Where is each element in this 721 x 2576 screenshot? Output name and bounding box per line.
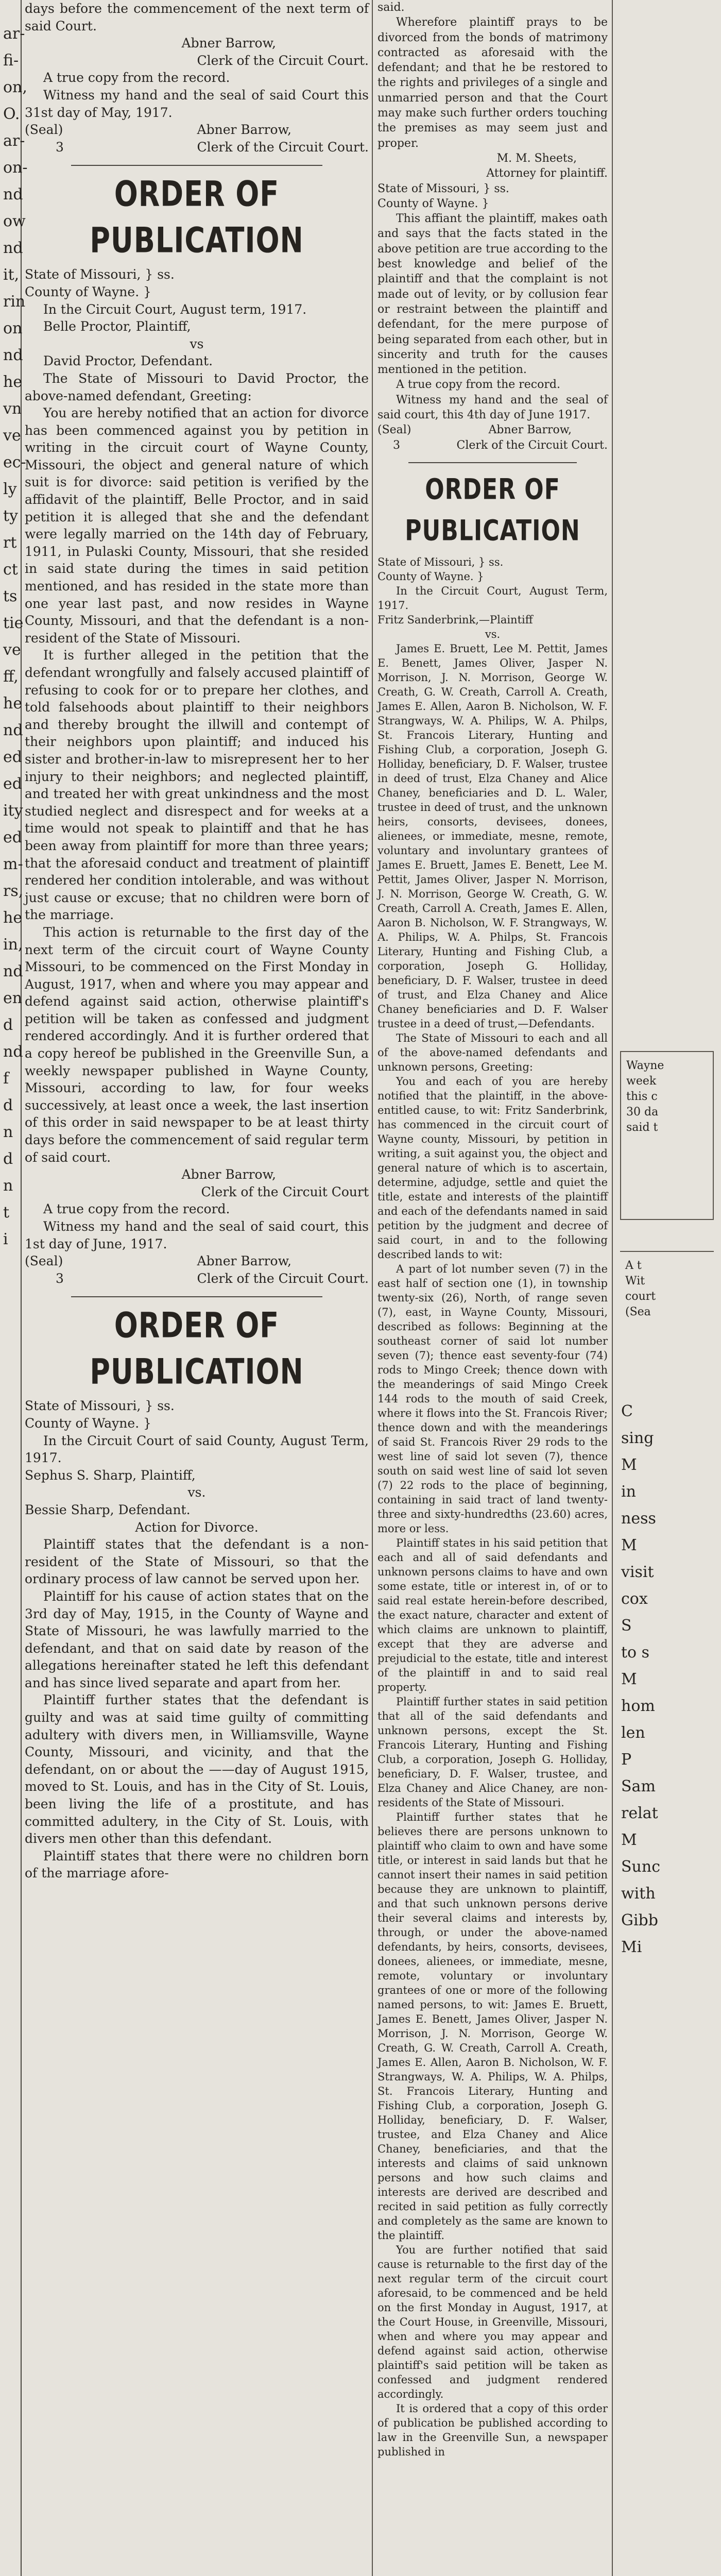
notice-paragraph: Plaintiff states in his said petition that each and all of said defendants and unknown persons claims to have and own some estate, title or interest in, of or to said real estate herein-before described, the exact nature, character and extent of which claims are unknown to plaintiff, except that they are adverse and prejudicial to the estate, title and interest of the plaintiff in and to said real property.	[377, 1536, 608, 1693]
clerk-title: Clerk of the Circuit Court.	[197, 139, 369, 155]
clipped-text-fragment: Wayne	[626, 1059, 664, 1072]
clipped-text-fragment: it,	[3, 266, 20, 284]
clipped-text-fragment: ed	[3, 775, 22, 793]
witness-statement: Witness my hand and the seal of said court, this 4th day of June 1917.	[377, 393, 608, 422]
state-line: State of Missouri, } ss.	[25, 267, 175, 282]
clipped-text-fragment: hom	[621, 1697, 655, 1715]
notice-paragraph: Plaintiff for his cause of action states that on the 3rd day of May, 1915, in the County of Wayne and State of Missouri, he was lawfully married to the defendant, and that on said date by reason of the allegations hereinafter stated he left this defendant and has since lived separate and apart from her.	[25, 1588, 369, 1690]
clipped-text-fragment: nd	[3, 239, 23, 257]
defendant-line: Bessie Sharp, Defendant.	[25, 1502, 191, 1517]
notice-paragraph: It is ordered that a copy of this order of publication be published according to law in the Greenville Sun, a newspaper published in	[377, 2402, 608, 2458]
clipped-text-fragment: f	[3, 1070, 9, 1088]
continued-text: said.	[377, 1, 405, 14]
clipped-text-fragment: en	[3, 989, 23, 1007]
proctor-notice	[25, 174, 369, 1287]
defendant-line: David Proctor, Defendant.	[43, 353, 213, 369]
clipped-text-fragment: d	[3, 1016, 13, 1034]
notice-paragraph: Plaintiff states that the defendant is a non-resident of the State of Missouri, so that the ordinary process of law cannot be served upon her.	[25, 1537, 369, 1587]
clipped-text-fragment: ve	[3, 427, 21, 445]
state-line: State of Missouri, } ss.	[377, 555, 504, 568]
column-divider	[612, 0, 613, 2576]
clipped-text-fragment: he	[3, 694, 23, 713]
clipped-text-fragment: rs,	[3, 882, 24, 900]
right-column	[377, 0, 608, 2576]
clipped-text-fragment: ow	[3, 212, 26, 230]
clipped-local-news	[616, 1398, 721, 1961]
clipped-text-fragment: (Sea	[625, 1306, 651, 1318]
clerk-title: Clerk of the Circuit Court.	[456, 438, 608, 452]
issue-number: 3	[56, 139, 64, 155]
clipped-text-fragment: to s	[621, 1643, 650, 1662]
action-type: Action for Divorce.	[135, 1519, 259, 1535]
greeting: The State of Missouri to each and all of the above-named defendants and unknown persons, Greeting:	[377, 1031, 608, 1073]
clipped-text-fragment: week	[626, 1075, 657, 1088]
clipped-text-fragment: on-	[3, 159, 28, 177]
clipped-text-fragment: d	[3, 1096, 13, 1114]
plaintiff-line: Fritz Sanderbrink,—Plaintiff	[377, 613, 533, 626]
clipped-text-fragment: Gibb	[621, 1911, 658, 1929]
defendants-list: James E. Bruett, Lee M. Pettit, James E. Benett, James Oliver, Jasper N. Morrison, J. N. Morrison, George W. Creath, G. W. Creath, Carroll A. Creath, James E. Allen, Aaron B. Nicholson, W. F. Strangways, W. A. Philips, W. A. Philps, St. Francois Literary, Hunting and Fishing Club, a corporation, Joseph G. Holliday, beneficiary, D. F. Walser, trustee in deed of trust, Elza Chaney and Alice Chaney, beneficiaries and D. L. Waler, trustee in deed of trust, and the unknown heirs, consorts, devisees, donees, alienees, or immediate, mesne, remote, voluntary and involuntary grantees of James E. Bruett, James E. Benett, Lee M. Pettit, James Oliver, Jasper N. Morrison, J. N. Morrison, George W. Creath, G. W. Creath, Carroll A. Creath, James E. Allen, Aaron B. Nicholson, W. F. Strangways, W. A. Philips, W. A. Philps, St. Francois Literary, Hunting and Fishing Club, a corporation, Joseph G. Holliday, beneficiary, D. F. Walser, trustee in deed of trust, and Elza Chaney and Alice Chaney beneficiaries and D. F. Walser trustee in a deed of trust,—Defendants.	[377, 642, 608, 1030]
right-gutter	[616, 0, 721, 2576]
notice-paragraph: This action is returnable to the first day of the next term of the circuit court of Wayne County Missouri, to be commenced on the First Monday in August, 1917, when and where you may appear and defend against said action, otherwise plaintiff's petition will be taken as confessed and judgment rendered accordingly. And it is further ordered that a copy hereof be published in the Greenville Sun, a weekly newspaper published in Wayne County, Missouri, according to law, for four weeks successively, at least once a week, the last insertion of this order in said newspaper to be at least thirty days before the commencement of said regular term of said court.	[25, 924, 369, 1165]
clipped-text-fragment: t	[3, 1204, 10, 1222]
notice-heading: ORDER OF PUBLICATION	[405, 473, 580, 548]
notice-paragraph: It is further alleged in the petition that the defendant wrongfully and falsely accused plaintiff of refusing to cook for or to prepare her clothes, and told falsehoods about plaintiff to their neighbors and thereby brought the illwill and contempt of their neighbors upon plaintiff; and induced his sister and brother-in-law to misrepresent her to her injury to their neighbors; and neglected plaintiff, and treated her with great unkindness and the most studied neglect and disrespect and for weeks at a time would not speak to plaintiff and that he has been away from plaintiff for more than three years; that the aforesaid conduct and treatment of plaintiff rendered her condition intolerable, and was without just cause or excuse; that no children were born of the marriage.	[25, 648, 369, 923]
clipped-text-fragment: ed	[3, 828, 22, 846]
witness-statement: Witness my hand and the seal of said Court this 31st day of May, 1917.	[25, 87, 369, 120]
state-line: State of Missouri, } ss.	[377, 182, 509, 195]
notice-paragraph: You are hereby notified that an action for divorce has been commenced against you by petition in writing in the circuit court of Wayne County, Missouri, the object and general nature of which suit is for divorce: said petition is verified by the affidavit of the plaintiff, Belle Proctor, and in said petition it is alleged that she and the defendant were legally married on the 14th day of February, 1911, in Pulaski County, Missouri, that she resided in said state during the times in said petition mentioned, and has resided in the state more than one year last past, and now resides in Wayne County, Missouri, and that the defendant is a non-resident of the State of Missouri.	[25, 405, 369, 646]
clipped-notice	[620, 1251, 714, 1378]
clipped-text-fragment: fi-	[3, 52, 19, 70]
clipped-text-fragment: vn	[3, 400, 22, 418]
versus: vs.	[485, 628, 501, 640]
clipped-text-fragment: O.	[3, 105, 20, 123]
number-line	[25, 139, 369, 156]
clipped-text-fragment: Sunc	[621, 1858, 660, 1876]
clipped-text-fragment: nd	[3, 962, 23, 980]
clipped-text-fragment: nd	[3, 185, 23, 204]
clipped-notice-box	[620, 1051, 714, 1220]
clipped-text-fragment: ed	[3, 748, 22, 766]
clipped-text-fragment: P	[621, 1751, 632, 1769]
number-line	[377, 438, 608, 453]
left-gutter	[0, 0, 28, 2576]
notice-tail-text: days before the commencement of the next term of said Court.	[25, 1, 369, 33]
clipped-text-fragment: M	[621, 1456, 637, 1474]
plaintiff-line: Sephus S. Sharp, Plaintiff,	[25, 1467, 196, 1483]
clerk-title: Clerk of the Circuit Court.	[197, 1270, 369, 1286]
seal-label: (Seal)	[25, 122, 63, 138]
notice-paragraph: You and each of you are hereby notified that the plaintiff, in the above-entitled cause, to wit: Fritz Sanderbrink, has commenced in the circuit court of Wayne county, Missouri, by petition in writing, a suit against you, the object and general nature of which is to ascertain, determine, adjudge, settle and quiet the title, estate and interests of the plaintiff and each of the defendants named in said petition by the judgment and decree of said court, in and to the following described lands to wit:	[377, 1075, 608, 1261]
divider-rule	[408, 462, 577, 463]
clipped-text-fragment: ar-	[3, 132, 25, 150]
seal-label: (Seal)	[377, 423, 411, 437]
clipped-text-fragment: on	[3, 319, 23, 337]
clipped-text-fragment: ts	[3, 587, 18, 605]
state-line: State of Missouri, } ss.	[25, 1398, 175, 1414]
clipped-text-fragment: with	[621, 1885, 656, 1903]
court-line: In the Circuit Court, August Term, 1917.	[377, 584, 608, 612]
county-line: County of Wayne. }	[25, 1415, 151, 1431]
number-line	[25, 1270, 369, 1287]
county-line: County of Wayne. }	[377, 197, 489, 210]
clipped-text-fragment: M	[621, 1831, 637, 1849]
clipped-text-fragment: rin	[3, 293, 26, 311]
clipped-text-fragment: in	[621, 1483, 636, 1501]
clipped-text-fragment: A t	[625, 1259, 642, 1272]
seal-label: (Seal)	[25, 1253, 63, 1269]
clipped-text-fragment: on,	[3, 78, 27, 96]
county-line: County of Wayne. }	[25, 284, 151, 299]
county-line: County of Wayne. }	[377, 570, 484, 583]
clerk-name: Abner Barrow,	[181, 1167, 276, 1182]
notice-paragraph: You are further notified that said cause is returnable to the first day of the next regular term of the circuit court aforesaid, to be commenced and be held on the first Monday in August, 1917, at the Court House, in Greenville, Missouri, when and where you may appear and defend against said action, otherwise plaintiff's said petition will be taken as confessed and judgment rendered accordingly.	[377, 2243, 608, 2400]
clipped-text-fragment: relat	[621, 1804, 658, 1822]
issue-number: 3	[56, 1270, 64, 1286]
clipped-text-fragment: said t	[626, 1121, 658, 1134]
clipped-text-fragment: ff,	[3, 668, 19, 686]
left-column	[25, 0, 369, 2576]
clipped-text-fragment: Sam	[621, 1777, 656, 1795]
clipped-text-fragment: d	[3, 1150, 13, 1168]
top-notice-tail	[25, 0, 369, 156]
divider-rule	[71, 165, 322, 166]
clipped-text-fragment: court	[625, 1290, 656, 1303]
seal-line	[25, 1252, 369, 1270]
clipped-text-fragment: ty	[3, 507, 19, 525]
clipped-text-fragment: C	[621, 1402, 633, 1420]
clipped-text-fragment: ly	[3, 480, 17, 498]
notice-paragraph: Plaintiff further states that the defendant is guilty and was at said time guilty of committing adultery with divers men, in Williamsville, Wayne County, Missouri, and vicinity, and that the defendant, on or about the ——day of August 1915, moved to St. Louis, and has in the City of St. Louis, been living the life of a prostitute, and has committed adultery, in the City of St. Louis, with divers men other than this defendant.	[25, 1692, 369, 1846]
clerk-name: Abner Barrow,	[197, 122, 291, 138]
notice-paragraph: Wherefore plaintiff prays to be divorced from the bonds of matrimony contracted as aforesaid with the defendant; and that he be restored to the rights and privileges of a single and unmarried person and that the Court may make such further orders touching the premises as may seem just and proper.	[377, 16, 608, 150]
notice-paragraph: Plaintiff states that there were no children born of the marriage afore-	[25, 1848, 369, 1881]
clipped-text-fragment: he	[3, 373, 23, 391]
clipped-text-fragment: n	[3, 1177, 13, 1195]
clipped-text-fragment: ity	[3, 802, 23, 820]
clipped-text-fragment: rt	[3, 534, 17, 552]
clerk-name: Abner Barrow,	[488, 423, 572, 437]
column-divider	[372, 0, 373, 2576]
clipped-text-fragment: ec-	[3, 453, 26, 471]
clipped-text-fragment: M	[621, 1670, 637, 1688]
clipped-text-fragment: visit	[621, 1563, 654, 1581]
clipped-text-fragment: nd	[3, 721, 23, 739]
versus: vs.	[187, 1485, 206, 1500]
affidavit-paragraph: This affiant the plaintiff, makes oath and says that the facts stated in the above petition are true according to the best knowledge and belief of the plaintiff and that the complaint is not made out of levity, or by collusion fear or restraint between the plaintiff and defendant, for the mere purpose of being separated from each other, but in sincerity and truth for the causes mentioned in the petition.	[377, 212, 608, 377]
seal-line	[377, 422, 608, 437]
sharp-notice	[25, 1305, 369, 1882]
left-gutter-fragments	[0, 0, 28, 1253]
clipped-text-fragment: nd	[3, 1043, 23, 1061]
clipped-text-fragment: len	[621, 1724, 645, 1742]
clipped-text-fragment: n	[3, 1123, 13, 1141]
clipped-text-fragment: nd	[3, 346, 23, 364]
clerk-name: Abner Barrow,	[197, 1253, 291, 1269]
true-copy-attest: A true copy from the record.	[43, 70, 230, 86]
clerk-name: Abner Barrow,	[181, 36, 276, 51]
clipped-text-fragment: 30 da	[626, 1106, 659, 1118]
witness-statement: Witness my hand and the seal of said court, this 1st day of June, 1917.	[25, 1219, 369, 1251]
attorney-title: Attorney for plaintiff.	[486, 167, 608, 180]
notice-heading: ORDER OF PUBLICATION	[90, 1305, 304, 1393]
notice-paragraph: Plaintiff further states that he believes there are persons unknown to plaintiff who claim to own and have some title, or interest in said lands but that he cannot insert their names in said petition because they are unknown to plaintiff, and that such unknown persons derive their several claims and interests by, through, or under the above-named defendants, by heirs, consorts, devisees, donees, alienees, or immediate, mesne, remote, voluntary or involuntary grantees of one or more of the following named persons, to wit: James E. Bruett, James E. Benett, James Oliver, Jasper N. Morrison, J. N. Morrison, George W. Creath, G. W. Creath, Carroll A. Creath, James E. Allen, Aaron B. Nicholson, W. F. Strangways, W. A. Philips, W. A. Philps, St. Francois Literary, Hunting and Fishing Club, a corporation, Joseph G. Holliday, beneficiary, D. F. Walser, trustee, and Elza Chaney and Alice Chaney, beneficiaries, and that the interests and claims of said unknown persons and how such claims and interests are derived are described and recited in said petition as fully correctly and completely as the same are known to the plaintiff.	[377, 1810, 608, 2242]
sharp-notice-continued	[377, 0, 608, 453]
court-line: In the Circuit Court, August term, 1917.	[43, 301, 307, 317]
clipped-text-fragment: Wit	[625, 1275, 645, 1287]
clipped-text-fragment: tie	[3, 614, 24, 632]
clipped-text-fragment: he	[3, 909, 23, 927]
clipped-text-fragment: ct	[3, 561, 18, 579]
clipped-text-fragment: sing	[621, 1429, 654, 1447]
attorney-name: M. M. Sheets,	[496, 151, 577, 165]
issue-number: 3	[393, 438, 400, 452]
clipped-text-fragment: cox	[621, 1590, 648, 1608]
notice-paragraph: A part of lot number seven (7) in the east half of section one (1), in township twenty-six (26), North, of range seven (7), east, in Wayne County, Missouri, described as follows: Beginning at the southeast corner of said lot number seven (7); thence east seventy-four (74) rods to Mingo Creek; thence down with the meanderings of said Mingo Creek 144 rods to the mouth of said Creek, where it flows into the St. Francois River; thence down and with the meanderings of said St. Francois River 29 rods to the west line of said lot seven (7), thence south on said west line of said lot seven (7) 22 rods to the place of beginning, containing in said tract of land twenty-three and sixty-hundredths (23.60) acres, more or less.	[377, 1262, 608, 1535]
clipped-text-fragment: i	[3, 1230, 8, 1248]
bruett-notice	[377, 473, 608, 2459]
divider-rule	[71, 1296, 322, 1297]
notice-paragraph: Plaintiff further states in said petition that all of the said defendants and unknown persons, except the St. Francois Literary, Hunting and Fishing Club, a corporation, Joseph G. Holliday, beneficiary, D. F. Walser, trustee, and Elza Chaney and Alice Chaney, are non-residents of the State of Missouri.	[377, 1695, 608, 1809]
clipped-text-fragment: M	[621, 1536, 637, 1554]
clipped-text-fragment: Mi	[621, 1938, 642, 1956]
versus: vs	[190, 336, 204, 351]
clerk-title: Clerk of the Circuit Court.	[197, 53, 369, 68]
seal-line	[25, 121, 369, 139]
clipped-text-fragment: in,	[3, 936, 23, 954]
plaintiff-line: Belle Proctor, Plaintiff,	[43, 319, 191, 334]
notice-heading: ORDER OF PUBLICATION	[90, 174, 304, 261]
court-line: In the Circuit Court of said County, August Term, 1917.	[25, 1433, 369, 1466]
clipped-text-fragment: S	[621, 1617, 632, 1635]
clipped-text-fragment: ar-	[3, 25, 25, 43]
clerk-title: Clerk of the Circuit Court	[201, 1184, 369, 1199]
clipped-text-fragment: ness	[621, 1510, 656, 1528]
greeting: The State of Missouri to David Proctor, the above-named defendant, Greeting:	[25, 370, 369, 403]
true-copy-attest: A true copy from the record.	[396, 378, 560, 392]
true-copy-attest: A true copy from the record.	[43, 1201, 230, 1217]
clipped-text-fragment: this c	[626, 1090, 658, 1103]
clipped-text-fragment: m-	[3, 855, 23, 873]
clipped-text-fragment: ve	[3, 641, 21, 659]
